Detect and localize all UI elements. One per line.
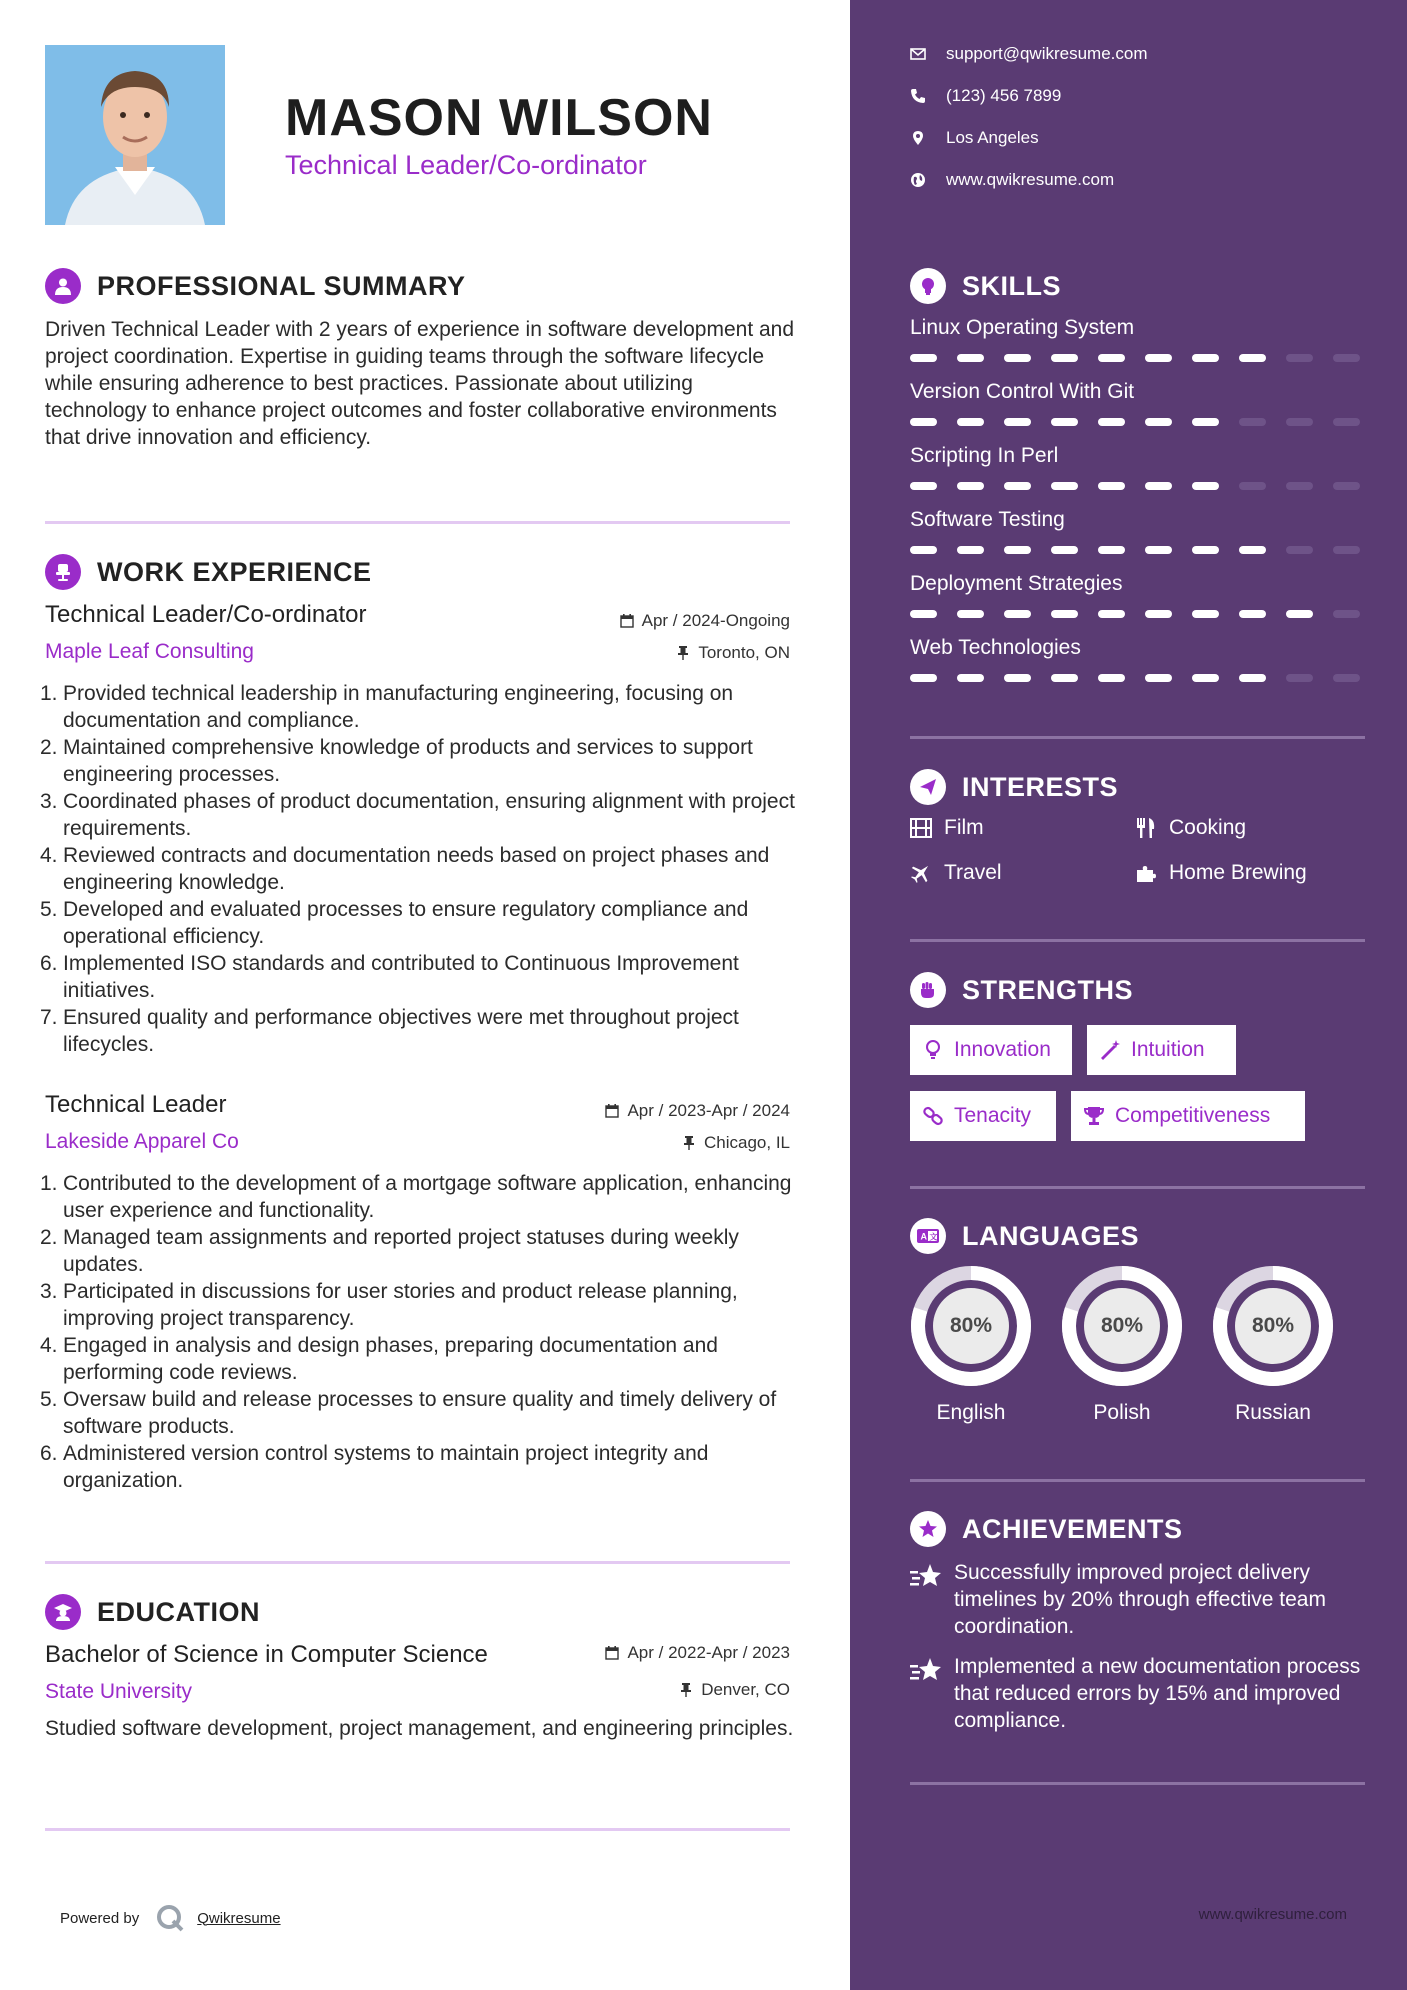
strength-chip — [1071, 1091, 1305, 1141]
list-item: 3. Coordinated phases of product documentation, ensuring alignment with project requirements. — [40, 790, 795, 840]
section-divider — [910, 736, 1365, 739]
achievement-item — [910, 1653, 1380, 1734]
trophy-icon — [1083, 1105, 1105, 1127]
skill-level-segment — [1004, 418, 1031, 426]
graduate-icon — [45, 1594, 81, 1630]
interest-label: Home Brewing — [1169, 861, 1307, 884]
skill-level-segment — [1145, 610, 1172, 618]
education-dates — [605, 1643, 790, 1663]
skill-level-segment — [1286, 354, 1313, 362]
job-dates — [605, 1101, 790, 1121]
skills-heading — [910, 268, 1061, 304]
languages-heading — [910, 1218, 1139, 1254]
contact-email[interactable] — [910, 44, 1148, 64]
degree-title: Bachelor of Science in Computer Science — [45, 1641, 488, 1668]
qwikresume-logo-icon — [155, 1903, 185, 1933]
skill-level-segment — [1239, 482, 1266, 490]
strength-chip — [910, 1091, 1056, 1141]
job-location-text: Chicago, IL — [704, 1133, 790, 1152]
location-text: Los Angeles — [946, 128, 1039, 147]
footer-website[interactable]: www.qwikresume.com — [1198, 1906, 1347, 1923]
globe-icon — [910, 172, 926, 188]
skill-level-segment — [1098, 546, 1125, 554]
skill-level-bar — [910, 482, 1365, 490]
job-title: Technical Leader — [45, 1091, 227, 1118]
skill-level-segment — [1145, 546, 1172, 554]
candidate-name: MASON WILSON — [285, 89, 713, 147]
skill-level-segment — [1239, 546, 1266, 554]
skill-level-segment — [1333, 418, 1360, 426]
language-proficiency-ring — [1212, 1265, 1334, 1387]
interest-label: Travel — [944, 861, 1002, 884]
skill-level-segment — [1098, 482, 1125, 490]
strength-label: Tenacity — [954, 1104, 1032, 1127]
skill-level-bar — [910, 418, 1365, 426]
skill-level-segment — [1192, 546, 1219, 554]
skill-level-segment — [1333, 610, 1360, 618]
skill-level-bar — [910, 610, 1365, 618]
contact-phone[interactable] — [910, 86, 1061, 106]
skill-level-segment — [1051, 674, 1078, 682]
office-chair-icon — [45, 554, 81, 590]
school-name: State University — [45, 1680, 193, 1703]
skill-level-segment — [957, 354, 984, 362]
language-item — [910, 1265, 1032, 1425]
list-item: 6. Administered version control systems to maintain project integrity and organization. — [40, 1442, 709, 1492]
phone-icon — [910, 88, 926, 104]
skill-level-segment — [910, 674, 937, 682]
skill-level-segment — [1286, 418, 1313, 426]
skill-level-bar — [910, 354, 1365, 362]
experience-heading — [45, 554, 372, 590]
language-proficiency-ring — [910, 1265, 1032, 1387]
job-location — [676, 643, 790, 663]
strength-chip — [1087, 1025, 1236, 1075]
skill-level-segment — [1239, 418, 1266, 426]
skill-level-segment — [1333, 482, 1360, 490]
list-item: 7. Ensured quality and performance objectives were met throughout project lifecycles. — [40, 1006, 739, 1056]
skill-name: Version Control With Git — [910, 380, 1135, 403]
skill-level-segment — [1192, 354, 1219, 362]
skill-level-segment — [1145, 354, 1172, 362]
skill-level-segment — [1098, 610, 1125, 618]
section-divider — [45, 521, 790, 524]
achievement-item — [910, 1559, 1380, 1640]
achievements-heading — [910, 1511, 1183, 1547]
star-badge-icon — [910, 1511, 946, 1547]
job-company: Maple Leaf Consulting — [45, 640, 254, 663]
job-title: Technical Leader/Co-ordinator — [45, 601, 367, 628]
skill-level-segment — [1192, 610, 1219, 618]
film-icon — [910, 817, 932, 839]
skill-name: Deployment Strategies — [910, 572, 1123, 595]
fist-icon — [910, 972, 946, 1008]
map-marker-icon — [910, 130, 926, 146]
section-divider — [910, 939, 1365, 942]
email-text: support@qwikresume.com — [946, 44, 1148, 63]
skill-level-segment — [1004, 674, 1031, 682]
calendar-icon — [605, 1104, 619, 1118]
skill-level-segment — [1239, 674, 1266, 682]
job-company: Lakeside Apparel Co — [45, 1130, 239, 1153]
strength-label: Innovation — [954, 1038, 1051, 1061]
candidate-role: Technical Leader/Co-ordinator — [285, 150, 647, 180]
skill-level-bar — [910, 546, 1365, 554]
translate-icon — [910, 1218, 946, 1254]
calendar-icon — [605, 1646, 619, 1660]
section-divider — [910, 1782, 1365, 1785]
magic-wand-icon — [1099, 1039, 1121, 1061]
skill-level-segment — [1286, 546, 1313, 554]
website-text: www.qwikresume.com — [946, 170, 1115, 189]
skill-level-segment — [1145, 418, 1172, 426]
interest-item — [910, 861, 1002, 885]
skill-level-bar — [910, 674, 1365, 682]
job-location-text: Toronto, ON — [698, 643, 790, 662]
contact-location — [910, 128, 1039, 148]
list-item: 1. Provided technical leadership in manufacturing engineering, focusing on documentation and compliance. — [40, 682, 734, 732]
job-responsibilities — [40, 680, 800, 1058]
lightbulb-icon — [922, 1039, 944, 1061]
job-dates — [620, 611, 790, 631]
skill-level-segment — [910, 354, 937, 362]
skill-level-segment — [1004, 546, 1031, 554]
link-icon — [922, 1105, 944, 1127]
shooting-star-icon — [910, 1655, 944, 1685]
skill-level-segment — [1239, 354, 1266, 362]
user-icon — [45, 268, 81, 304]
job-dates-text: Apr / 2024-Ongoing — [641, 611, 790, 630]
list-item: 5. Oversaw build and release processes to ensure quality and timely delivery of software products. — [40, 1388, 777, 1438]
skill-level-segment — [957, 546, 984, 554]
skill-level-segment — [1051, 418, 1078, 426]
interest-item — [1135, 816, 1246, 840]
skill-level-segment — [1004, 354, 1031, 362]
section-divider — [910, 1479, 1365, 1482]
job-dates-text: Apr / 2023-Apr / 2024 — [627, 1101, 790, 1120]
skill-name: Linux Operating System — [910, 316, 1135, 339]
strength-chip — [910, 1025, 1072, 1075]
lightbulb-icon — [910, 268, 946, 304]
interest-label: Film — [944, 816, 984, 839]
achievement-text: Successfully improved project delivery timelines by 20% through effective team coordination. — [954, 1561, 1326, 1638]
summary-title: PROFESSIONAL SUMMARY — [97, 270, 466, 301]
interests-title: INTERESTS — [962, 771, 1119, 802]
powered-by — [60, 1903, 281, 1933]
pin-icon — [676, 646, 690, 660]
education-location-text: Denver, CO — [701, 1680, 790, 1699]
qwikresume-link[interactable]: Qwikresume — [197, 1909, 281, 1927]
language-proficiency-ring — [1061, 1265, 1183, 1387]
skill-level-segment — [1286, 674, 1313, 682]
language-item — [1061, 1265, 1183, 1425]
language-name: Russian — [1235, 1401, 1311, 1424]
list-item: 3. Participated in discussions for user stories and product release planning, improving project transparency. — [40, 1280, 738, 1330]
skill-level-segment — [1098, 354, 1125, 362]
utensils-icon — [1135, 817, 1157, 839]
language-item — [1212, 1265, 1334, 1425]
powered-by-label: Powered by — [60, 1909, 140, 1927]
skill-level-segment — [910, 482, 937, 490]
skill-level-segment — [957, 674, 984, 682]
skill-level-segment — [1051, 546, 1078, 554]
pin-icon — [679, 1683, 693, 1697]
skill-level-segment — [1333, 546, 1360, 554]
skills-title: SKILLS — [962, 270, 1062, 301]
profile-photo — [45, 45, 225, 225]
list-item: 2. Managed team assignments and reported project statuses during weekly updates. — [40, 1226, 739, 1276]
envelope-icon — [910, 46, 926, 62]
achievements-title: ACHIEVEMENTS — [962, 1513, 1183, 1544]
list-item: 6. Implemented ISO standards and contributed to Continuous Improvement initiatives. — [40, 952, 739, 1002]
skill-level-segment — [1333, 354, 1360, 362]
skill-level-segment — [910, 546, 937, 554]
strength-label: Intuition — [1131, 1038, 1205, 1061]
education-heading — [45, 1594, 260, 1630]
contact-website[interactable] — [910, 170, 1114, 190]
calendar-icon — [620, 614, 634, 628]
section-divider — [45, 1828, 790, 1831]
sidebar — [850, 0, 1407, 1990]
plane-icon — [910, 862, 932, 884]
svg-text:文: 文 — [929, 1232, 938, 1242]
skill-level-segment — [1051, 354, 1078, 362]
skill-level-segment — [1192, 482, 1219, 490]
education-title: EDUCATION — [97, 1596, 260, 1627]
section-divider — [45, 1561, 790, 1564]
skill-level-segment — [1192, 674, 1219, 682]
list-item: 4. Reviewed contracts and documentation needs based on project phases and engineering knowledge. — [40, 844, 770, 894]
section-divider — [910, 1186, 1365, 1189]
phone-text: (123) 456 7899 — [946, 86, 1062, 105]
skill-level-segment — [1051, 482, 1078, 490]
summary-text: Driven Technical Leader with 2 years of experience in software development and project coordination. Expertise in guiding teams through the software lifecycle while ensuring adherence to best practices. Passionate about utilizing technology to enhance project outcomes and foster collaborative environments that drive innovation and efficiency. — [45, 318, 795, 449]
education-description: Studied software development, project management, and engineering principles. — [45, 1717, 794, 1740]
shooting-star-icon — [910, 1561, 944, 1591]
skill-level-segment — [1098, 418, 1125, 426]
interest-item — [1135, 861, 1307, 885]
language-name: English — [936, 1401, 1006, 1424]
achievement-text: Implemented a new documentation process that reduced errors by 15% and improved compliance. — [954, 1655, 1361, 1732]
puzzle-icon — [1135, 862, 1157, 884]
list-item: 2. Maintained comprehensive knowledge of products and services to support engineering processes. — [40, 736, 753, 786]
skill-level-segment — [1192, 418, 1219, 426]
list-item: 5. Developed and evaluated processes to ensure regulatory compliance and operational efficiency. — [40, 898, 749, 948]
language-percent: 80% — [1100, 1314, 1144, 1337]
languages-title: LANGUAGES — [962, 1220, 1140, 1251]
skill-level-segment — [957, 482, 984, 490]
skill-level-segment — [1145, 674, 1172, 682]
experience-title: WORK EXPERIENCE — [97, 556, 372, 587]
list-item: 1. Contributed to the development of a mortgage software application, enhancing user experience and functionality. — [40, 1172, 792, 1222]
list-item: 4. Engaged in analysis and design phases, preparing documentation and performing code reviews. — [40, 1334, 718, 1384]
skill-level-segment — [910, 418, 937, 426]
skill-level-segment — [1286, 482, 1313, 490]
skill-level-segment — [1004, 482, 1031, 490]
skill-level-segment — [1286, 610, 1313, 618]
education-dates-text: Apr / 2022-Apr / 2023 — [627, 1643, 790, 1662]
skill-name: Scripting In Perl — [910, 444, 1059, 467]
skill-level-segment — [1145, 482, 1172, 490]
paper-plane-icon — [910, 769, 946, 805]
strength-label: Competitiveness — [1115, 1104, 1271, 1127]
skill-level-segment — [1098, 674, 1125, 682]
interests-heading — [910, 769, 1118, 805]
interest-label: Cooking — [1169, 816, 1247, 839]
language-percent: 80% — [1251, 1314, 1295, 1337]
skill-level-segment — [910, 610, 937, 618]
language-name: Polish — [1093, 1401, 1151, 1424]
pin-icon — [682, 1136, 696, 1150]
summary-heading — [45, 268, 466, 304]
skill-level-segment — [957, 418, 984, 426]
language-percent: 80% — [949, 1314, 993, 1337]
skill-level-segment — [957, 610, 984, 618]
skill-level-segment — [1239, 610, 1266, 618]
svg-text:A: A — [920, 1231, 927, 1242]
strengths-heading — [910, 972, 1133, 1008]
skill-name: Software Testing — [910, 508, 1065, 531]
skill-name: Web Technologies — [910, 636, 1081, 659]
skill-level-segment — [1004, 610, 1031, 618]
education-location — [679, 1680, 790, 1700]
job-responsibilities — [40, 1170, 800, 1494]
skill-level-segment — [1333, 674, 1360, 682]
job-location — [682, 1133, 790, 1153]
strengths-title: STRENGTHS — [962, 974, 1134, 1005]
interest-item — [910, 816, 984, 840]
skill-level-segment — [1051, 610, 1078, 618]
